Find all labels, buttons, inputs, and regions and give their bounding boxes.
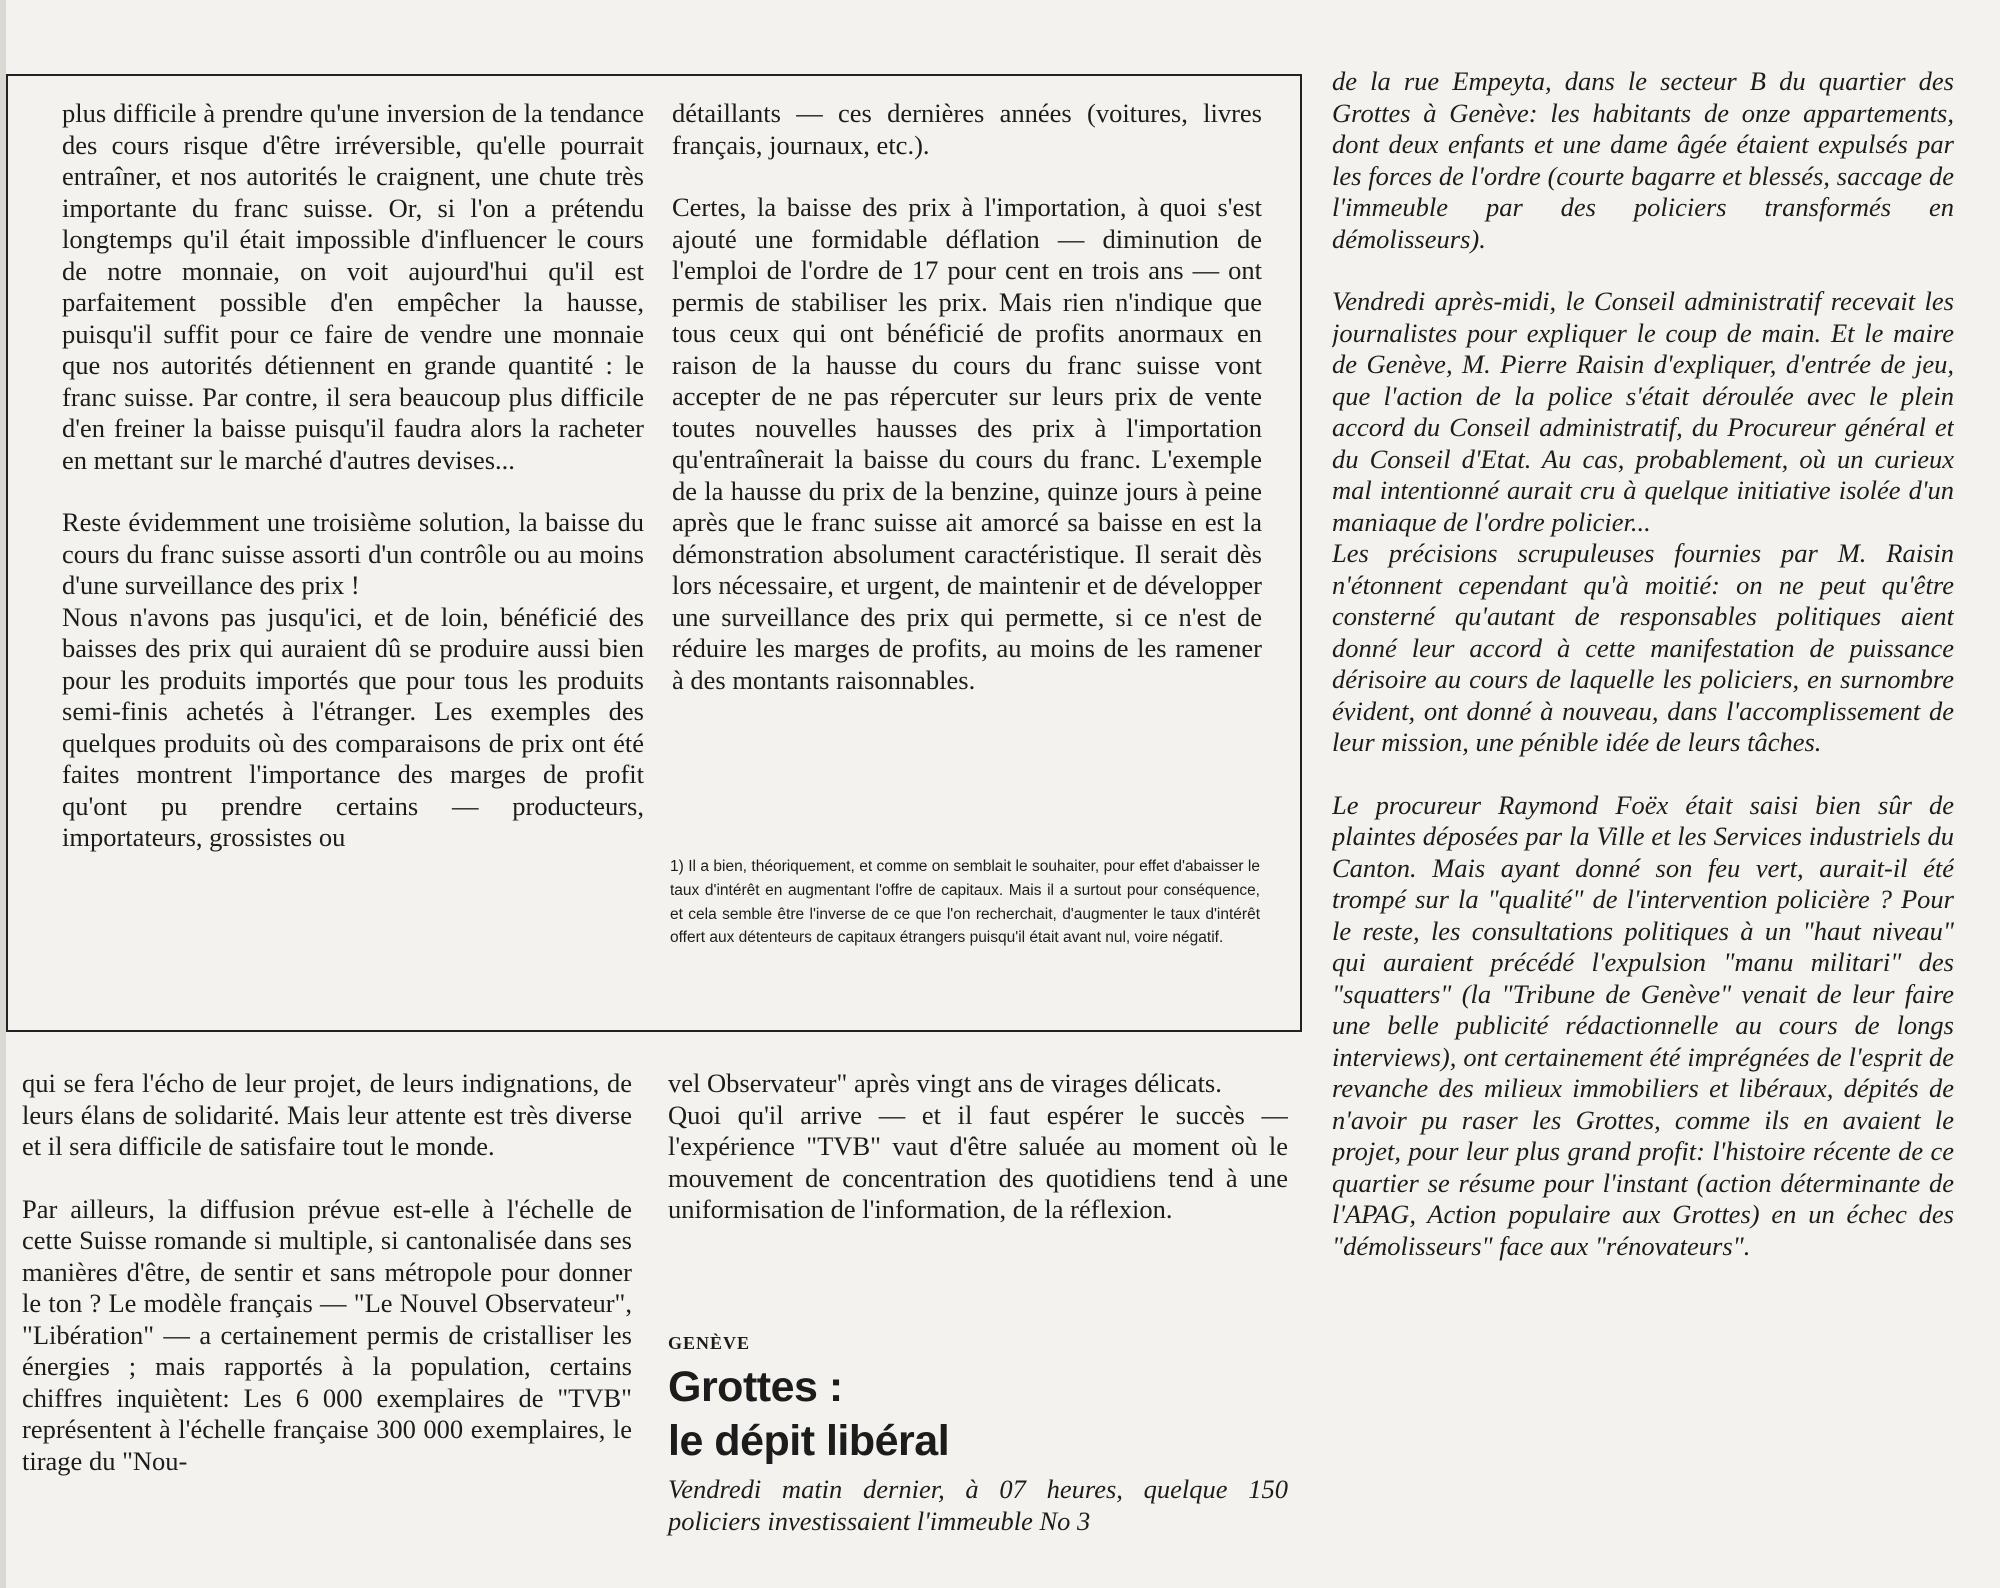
lower-column-2 [668, 1068, 1288, 1328]
article-headline [668, 1360, 949, 1468]
paragraph: Les précisions scrupuleuses fournies par M. Raisin n'étonnent cependant qu'à moitié: on ne peut qu'être consterné qu'autant de responsables politiques aient donné leur accord à cette manifestation de puissance dérisoire au cours de laquelle les policiers, en surnombre évident, ont donné à nouveau, dans l'accomplissement de leur mission, une pénible idée de leurs tâches. [1332, 538, 1954, 757]
paragraph: détaillants — ces dernières années (voitures, livres français, journaux, etc.). [672, 98, 1262, 160]
right-column [1332, 66, 1954, 1566]
lower-column-1 [22, 1068, 632, 1568]
paragraph: Le procureur Raymond Foëx était saisi bien sûr de plaintes déposées par la Ville et les Services industriels du Canton. Mais ayant donné son feu vert, aurait-il été trompé sur la "qualité" de l'intervention policière ? Pour le reste, les consultations politiques à un "haut niveau" qui auraient précédé l'expulsion "manu militari" des "squatters" (la "Tribune de Genève" venait de leur faire une belle publicité rédactionnelle au cours de longs interviews), ont certainement été imprégnées de l'esprit de revanche des milieux immobiliers et libéraux, dépités de n'avoir pu raser les Grottes, comme ils en avaient le projet, pour leur plus grand profit: l'histoire récente de ce quartier se résume pour l'instant (action déterminante de l'APAG, Action populaire aux Grottes) en un échec des "démolisseurs" face aux "rénovateurs". [1332, 789, 1954, 1261]
paragraph: Certes, la baisse des prix à l'importation, à quoi s'est ajouté une formidable déflation — diminution de l'emploi de l'ordre de 17 pour cent en trois ans — ont permis de stabiliser les prix. Mais rien n'indique que tous ceux qui ont bénéficié de profits anormaux en raison de la hausse du cours du franc suisse vont accepter de ne pas répercuter sur leurs prix de vente toutes nouvelles hausses des prix à l'importation qu'entraînerait la baisse du cours du franc. L'exemple de la hausse du prix de la benzine, quinze jours à peine après que le franc suisse ait amorcé sa baisse en est la démonstration absolument caractéristique. Il serait dès lors nécessaire, et urgent, de maintenir et de développer une surveillance des prix qui permette, si ce n'est de réduire les marges de profits, au moins de les ramener à des montants raisonnables. [672, 192, 1262, 695]
paragraph: de la rue Empeyta, dans le secteur B du quartier des Grottes à Genève: les habitants de onze appartements, dont deux enfants et une dame âgée étaient expulsés par les forces de l'ordre (courte bagarre et blessés, saccage de l'immeuble par des policiers transformés en démolisseurs). [1332, 66, 1954, 254]
section-kicker: GENÈVE [668, 1333, 751, 1353]
paragraph: vel Observateur" après vingt ans de virages délicats. [668, 1068, 1222, 1098]
boxed-column-1 [62, 98, 644, 1018]
paragraph: Reste évidemment une troisième solution, la baisse du cours du franc suisse assorti d'un contrôle ou au moins d'une surveillance des prix ! [62, 507, 644, 600]
paragraph: Quoi qu'il arrive — et il faut espérer le succès — l'expérience "TVB" vaut d'être saluée au moment où le mouvement de concentration des quotidiens tend à une uniformisation de l'information, de la réflexion. [668, 1099, 1288, 1224]
paragraph: plus difficile à prendre qu'une inversion de la tendance des cours risque d'être irréversible, qu'elle pourrait entraîner, et nos autorités le craignent, une chute très importante du franc suisse. Or, si l'on a prétendu longtemps qu'il était impossible d'influencer le cours de notre monnaie, on voit aujourd'hui qu'il est parfaitement possible d'en empêcher la hausse, puisqu'il suffit pour ce faire de vendre une monnaie que nos autorités détiennent en grande quantité : le franc suisse. Par contre, il sera beaucoup plus difficile d'en freiner la baisse puisqu'il faudra alors la racheter en mettant sur le marché d'autres devises... [62, 98, 644, 475]
paragraph: qui se fera l'écho de leur projet, de leurs indignations, de leurs élans de solidarité. Mais leur attente est très diverse et il sera difficile de satisfaire tout le monde. [22, 1068, 632, 1161]
paragraph: Vendredi après-midi, le Conseil administratif recevait les journalistes pour expliquer le coup de main. Et le maire de Genève, M. Pierre Raisin d'expliquer, d'entrée de jeu, que l'action de la police s'était déroulée avec le plein accord du Conseil administratif, du Procureur général et du Conseil d'Etat. Au cas, probablement, où un curieux mal intentionné aurait cru à quelque initiative isolée d'un maniaque de l'ordre policier... [1332, 286, 1954, 537]
footnote: 1) Il a bien, théoriquement, et comme on semblait le souhaiter, pour effet d'abaisser le taux d'intérêt en augmentant l'offre de capitaux. Mais il a surtout pour conséquence, et cela semble être l'inverse de ce que l'on recherchait, d'augmenter le taux d'intérêt offert aux détenteurs de capitaux étrangers puisqu'il était avant nul, voire négatif. [670, 858, 1260, 947]
headline-line-1: Grottes : [668, 1363, 843, 1411]
paragraph: Nous n'avons pas jusqu'ici, et de loin, bénéficié des baisses des prix qui auraient dû se produire aussi bien pour les produits importés que pour tous les produits semi-finis achetés à l'étranger. Les exemples des quelques produits où des comparaisons de prix ont été faites montrent l'importance des marges de profit qu'ont pu prendre certains — producteurs, importateurs, grossistes ou [62, 601, 644, 852]
boxed-column-2 [672, 98, 1262, 838]
paragraph: Par ailleurs, la diffusion prévue est-elle à l'échelle de cette Suisse romande si multiple, si cantonalisée dans ses manières d'être, de sentir et sans métropole pour donner le ton ? Le modèle français — "Le Nouvel Observateur", "Libération" — a certainement permis de cristalliser les énergies ; mais rapportés à la population, certains chiffres inquiètent: Les 6 000 exemplaires de "TVB" représentent à l'échelle française 300 000 exemplaires, le tirage du "Nou- [22, 1193, 632, 1476]
article-lead: Vendredi matin dernier, à 07 heures, quelque 150 policiers investissaient l'immeuble No 3 [668, 1474, 1288, 1536]
headline-line-2: le dépit libéral [668, 1417, 950, 1465]
